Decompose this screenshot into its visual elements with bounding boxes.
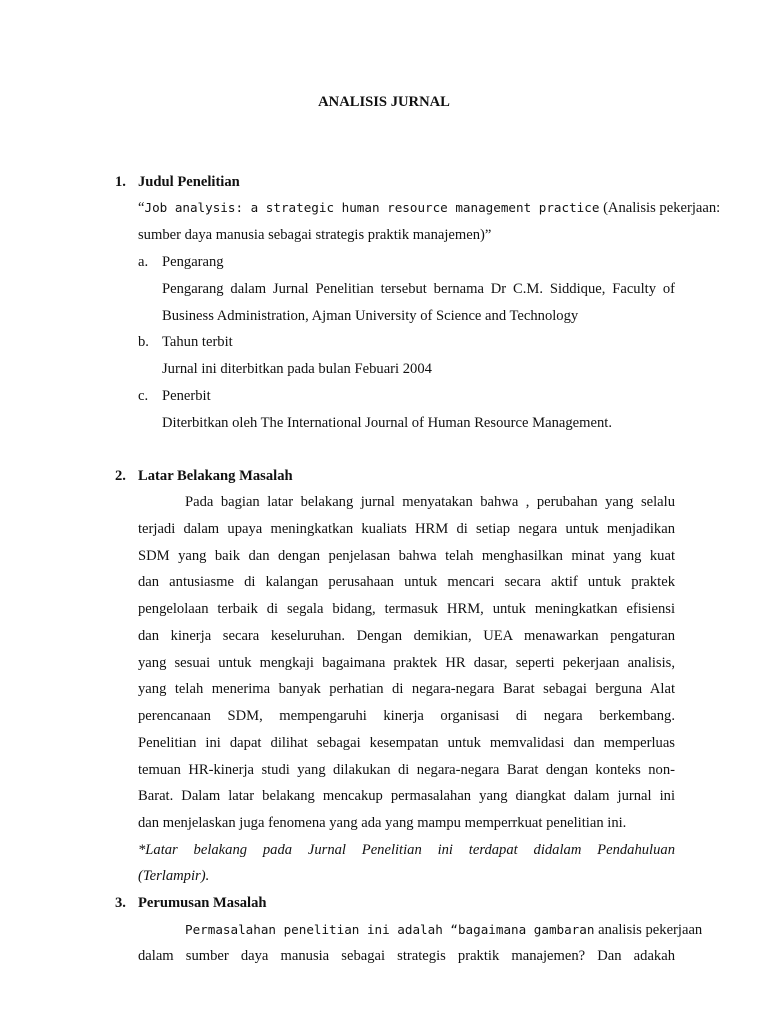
item-a-heading: Pengarang bbox=[162, 254, 224, 270]
section-2-paragraph-line: pengelolaan terbaik di segala bidang, termasuk HRM, untuk meningkatkan efisiensi bbox=[138, 601, 675, 617]
section-2-paragraph-line: Barat. Dalam latar belakang mencakup permasalahan yang diangkat dalam jurnal ini bbox=[138, 788, 675, 804]
open-quote: “ bbox=[138, 200, 145, 216]
section-2-paragraph-line: perencanaan SDM, mempengaruhi kinerja organisasi di negara berkembang. bbox=[138, 708, 675, 724]
journal-title-translation-start: (Analisis pekerjaan: bbox=[599, 200, 721, 216]
section-1-title-line-2: sumber daya manusia sebagai strategis praktik manajemen)” bbox=[138, 227, 492, 243]
document-title: ANALISIS JURNAL bbox=[318, 94, 450, 110]
journal-title-english: Job analysis: a strategic human resource management practice bbox=[144, 200, 600, 215]
section-1-heading: Judul Penelitian bbox=[138, 174, 240, 190]
section-3-heading: Perumusan Masalah bbox=[138, 895, 267, 911]
section-2-paragraph-line: yang telah menerima banyak perhatian di negara-negara Barat sebagai berguna Alat bbox=[138, 681, 675, 697]
section-2-paragraph-line: dan antusiasme di kalangan perusahaan untuk mencari secara aktif untuk praktek bbox=[138, 574, 675, 590]
item-a-line-2: Business Administration, Ajman University of Science and Technology bbox=[162, 308, 579, 324]
section-3-line-1 bbox=[185, 920, 703, 940]
item-c-label: c. bbox=[138, 388, 149, 404]
item-b-heading: Tahun terbit bbox=[162, 334, 233, 350]
section-2-paragraph-line: terjadi dalam upaya meningkatkan kualiats HRM di setiap negara untuk menjadikan bbox=[138, 521, 675, 537]
item-b-line-1: Jurnal ini diterbitkan pada bulan Febuari 2004 bbox=[162, 361, 432, 377]
item-a-label: a. bbox=[138, 254, 149, 270]
section-2-paragraph-line: Pada bagian latar belakang jurnal menyatakan bahwa , perubahan yang selalu bbox=[185, 494, 675, 510]
section-2-paragraph-line: dan menjelaskan juga fenomena yang ada yang mampu memperrkuat penelitian ini. bbox=[138, 815, 627, 831]
section-3-line-2: dalam sumber daya manusia sebagai strategis praktik manajemen? Dan adakah bbox=[138, 948, 675, 964]
item-a-line-1: Pengarang dalam Jurnal Penelitian tersebut bernama Dr C.M. Siddique, Faculty of bbox=[162, 281, 675, 297]
section-2-paragraph-line: dan kinerja secara keseluruhan. Dengan demikian, UEA menawarkan pengaturan bbox=[138, 628, 675, 644]
section-1-number: 1. bbox=[115, 174, 126, 190]
section-3-number: 3. bbox=[115, 895, 126, 911]
section-2-paragraph-line: yang sesuai untuk mengkaji bagaimana praktek HR dasar, seperti pekerjaan analisis, bbox=[138, 655, 675, 671]
item-c-line-1: Diterbitkan oleh The International Journal of Human Resource Management. bbox=[162, 415, 612, 431]
section-3-line-1-mono: Permasalahan penelitian ini adalah “bagaimana gambaran bbox=[185, 922, 595, 937]
section-2-number: 2. bbox=[115, 468, 126, 484]
section-2-paragraph-line: temuan HR-kinerja studi yang dilakukan di negara-negara Barat dengan konteks non- bbox=[138, 762, 675, 778]
section-3-line-1-rest: analisis pekerjaan bbox=[594, 922, 703, 938]
section-2-heading: Latar Belakang Masalah bbox=[138, 468, 293, 484]
section-2-paragraph-line: Penelitian ini dapat dilihat sebagai kesempatan untuk memvalidasi dan memperluas bbox=[138, 735, 675, 751]
section-2-note-line-1: *Latar belakang pada Jurnal Penelitian ini terdapat didalam Pendahuluan bbox=[138, 842, 675, 858]
section-1-title-line-1 bbox=[138, 198, 721, 218]
section-2-note-line-2: (Terlampir). bbox=[138, 868, 210, 884]
item-c-heading: Penerbit bbox=[162, 388, 211, 404]
item-b-label: b. bbox=[138, 334, 149, 350]
section-2-paragraph-line: SDM yang baik dan dengan penjelasan bahwa telah menghasilkan minat yang kuat bbox=[138, 548, 675, 564]
